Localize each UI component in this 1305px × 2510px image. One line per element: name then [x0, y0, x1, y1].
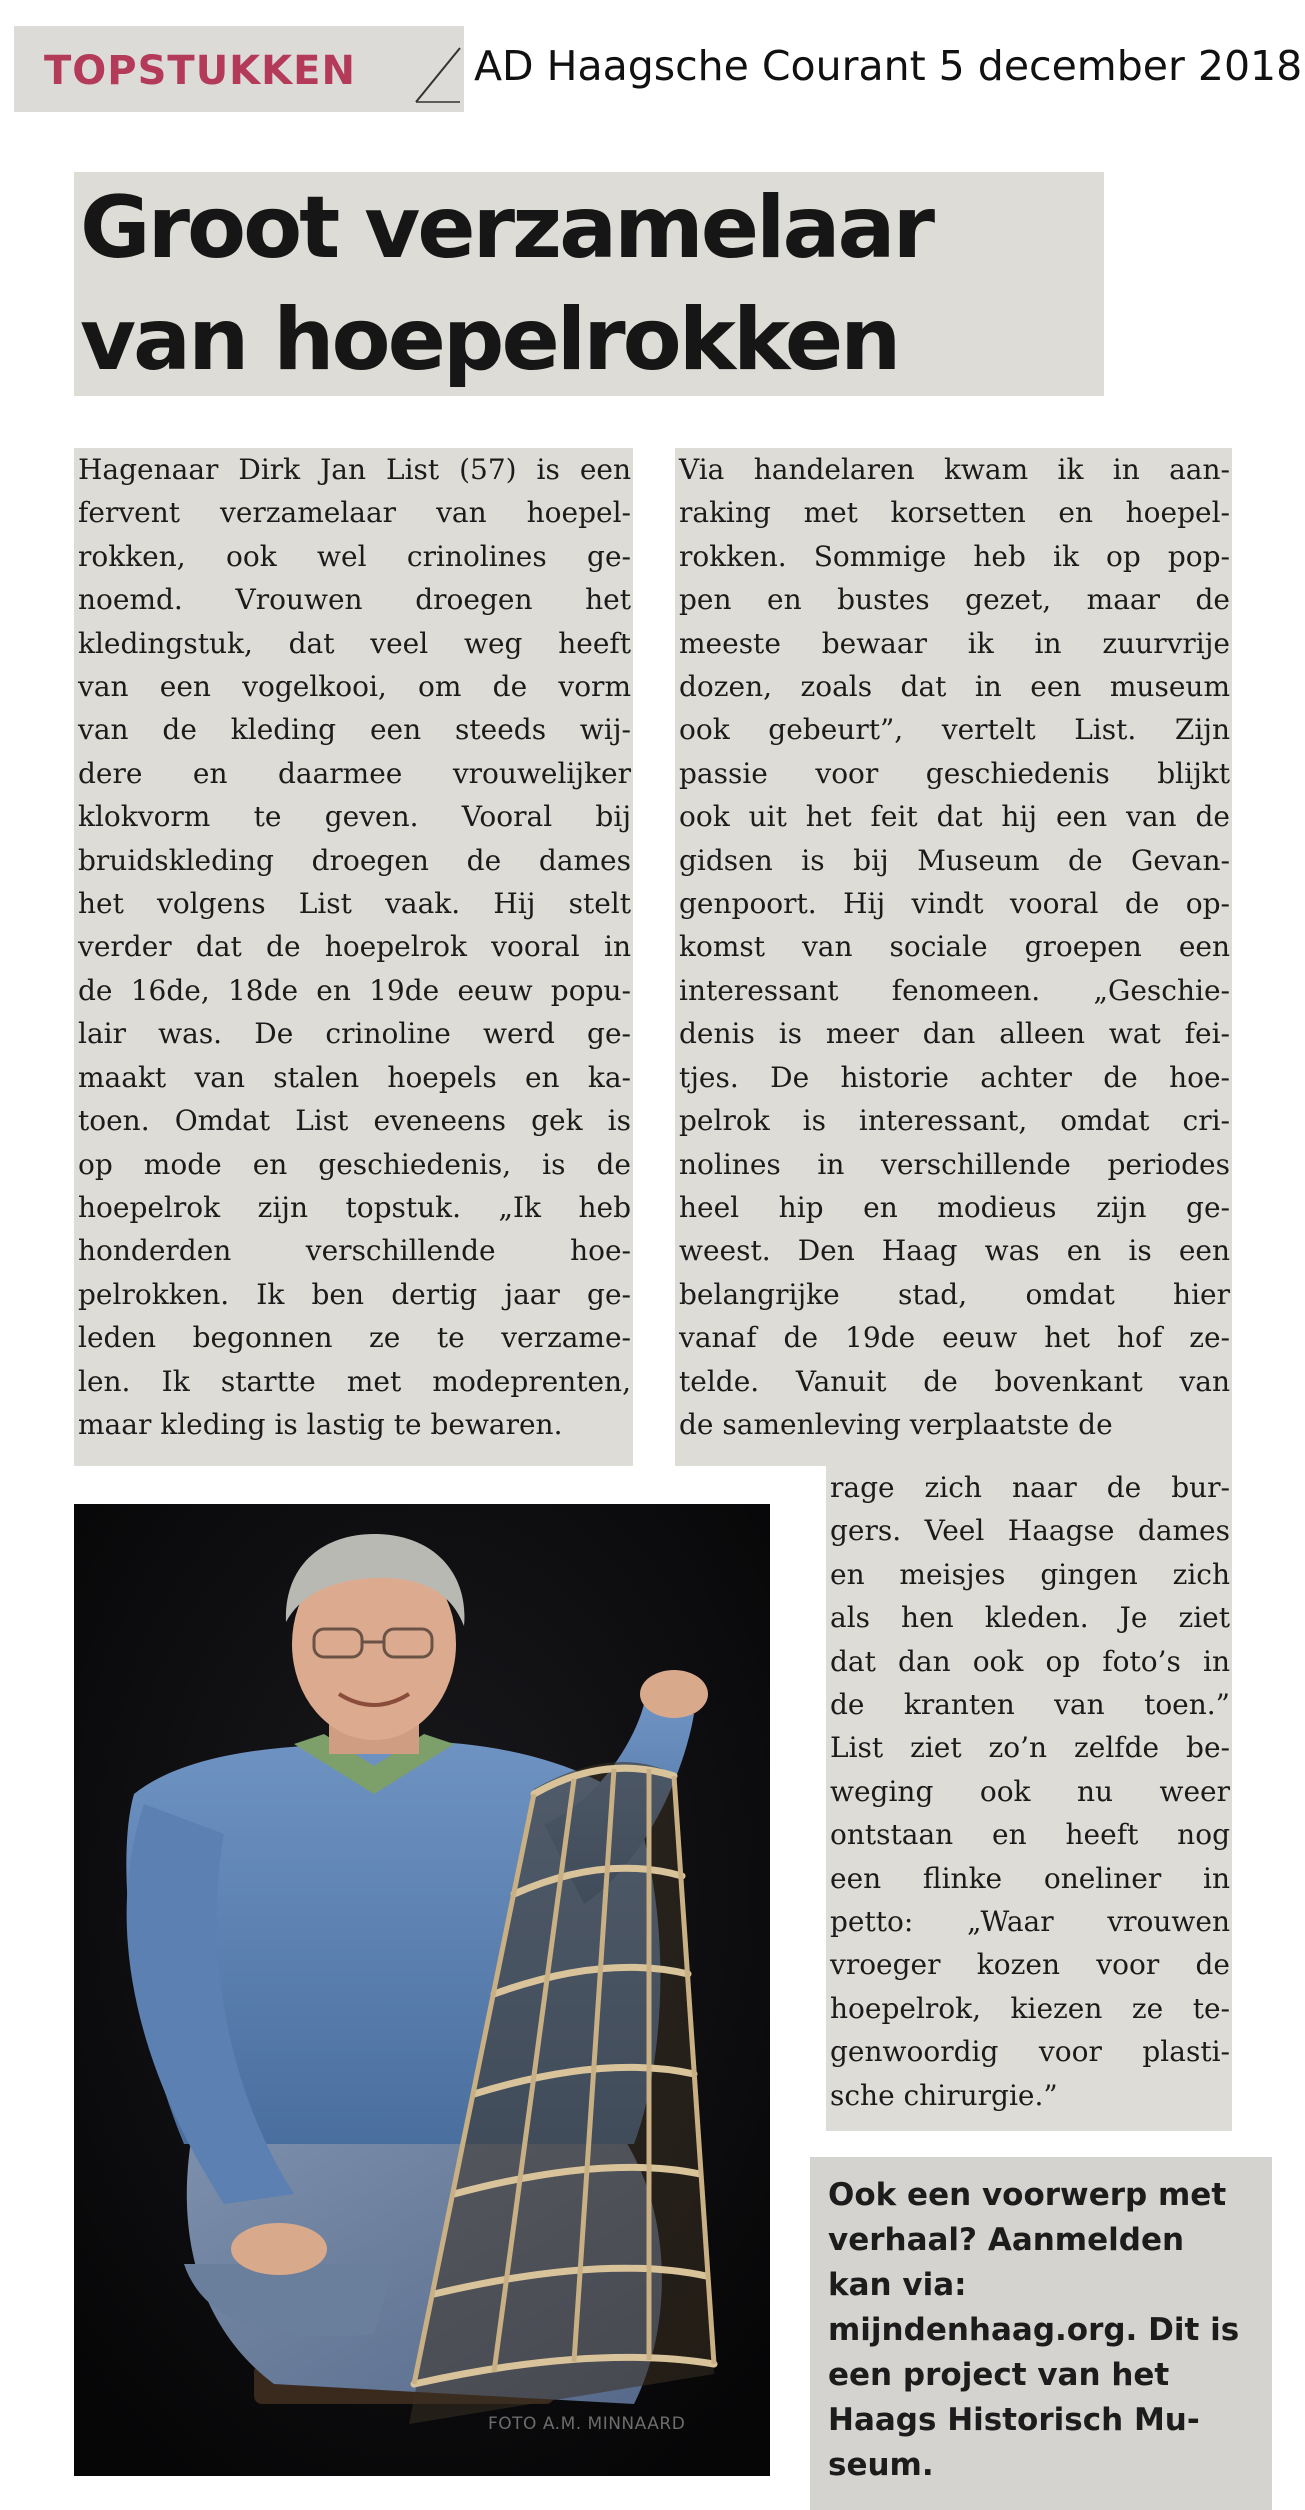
article-column-3-line: dat dan ook op foto’s in [830, 1644, 1230, 1678]
article-column-2-line: pen en bustes gezet, maar de [679, 583, 1230, 617]
article-column-2-line: meeste bewaar ik in zuurvrije [679, 626, 1230, 660]
callout-line: Ook een voorwerp met [828, 2177, 1227, 2213]
article-column-3-line: gers. Veel Haagse dames [830, 1514, 1230, 1548]
article-column-3 [826, 1466, 1232, 2131]
callout-line: verhaal? Aanmelden [828, 2222, 1185, 2258]
callout-line: kan via: [828, 2267, 967, 2303]
article-column-1-line: maakt van stalen hoepels en ka- [78, 1060, 631, 1094]
article-column-3-line: rage zich naar de bur- [830, 1471, 1230, 1504]
article-column-3-line: hoepelrok, kiezen ze te- [830, 1991, 1230, 2025]
article-column-3-line: als hen kleden. Je ziet [830, 1601, 1230, 1635]
article-column-3-line: een flinke oneliner in [830, 1861, 1230, 1895]
article-column-1-line: honderden verschillende hoe- [78, 1234, 631, 1268]
article-column-2-line: telde. Vanuit de bovenkant van [679, 1364, 1230, 1398]
article-column-1-line: op mode en geschiedenis, is de [78, 1147, 631, 1181]
article-column-1-line: rokken, ook wel crinolines ge- [78, 539, 631, 573]
article-column-1-line: Hagenaar Dirk Jan List (57) is een [78, 453, 631, 486]
article-column-3-line: en meisjes gingen zich [830, 1557, 1230, 1591]
article-column-3-line: petto: „Waar vrouwen [830, 1905, 1230, 1939]
article-column-1-line: pelrokken. Ik ben dertig jaar ge- [78, 1277, 631, 1311]
headline-line-1: Groot verzamelaar [80, 178, 932, 278]
article-column-1 [74, 448, 633, 1466]
article-column-2-line: gidsen is bij Museum de Gevan- [679, 843, 1230, 877]
article-column-2-line: Via handelaren kwam ik in aan- [679, 453, 1230, 486]
article-column-3-line: de kranten van toen.” [830, 1688, 1230, 1722]
article-column-2-line: pelrok is interessant, omdat cri- [679, 1104, 1230, 1138]
headline [74, 172, 1104, 396]
article-column-2-line: weest. Den Haag was en is een [679, 1234, 1230, 1268]
callout-line: mijndenhaag.org. Dit is [828, 2312, 1240, 2348]
article-column-2-line: rokken. Sommige heb ik op pop- [679, 539, 1230, 573]
article-column-2-line: nolines in verschillende periodes [679, 1147, 1230, 1181]
article-column-2-line: interessant fenomeen. „Geschie- [679, 973, 1230, 1007]
article-column-2-line: dozen, zoals dat in een museum [679, 670, 1230, 704]
article-column-1-line: verder dat de hoepelrok vooral in [78, 930, 631, 964]
article-column-3-line: List ziet zo’n zelfde be- [830, 1731, 1230, 1765]
article-column-1-line: lair was. De crinoline werd ge- [78, 1017, 631, 1051]
article-column-1-line: fervent verzamelaar van hoepel- [78, 496, 631, 530]
article-column-1-line: kledingstuk, dat veel weg heeft [78, 626, 631, 660]
article-column-2-line: ook uit het feit dat hij een van de [679, 800, 1230, 834]
article-column-1-line: len. Ik startte met modeprenten, [78, 1364, 631, 1398]
article-column-1-line: hoepelrok zijn topstuk. „Ik heb [78, 1190, 631, 1224]
article-column-2-line: tjes. De historie achter de hoe- [679, 1060, 1230, 1094]
photo-credit: FOTO A.M. MINNAARD [488, 2414, 686, 2434]
article-column-2-line: vanaf de 19de eeuw het hof ze- [679, 1321, 1230, 1355]
article-column-2-line: ook gebeurt”, vertelt List. Zijn [679, 713, 1230, 747]
article-column-3-line: sche chirurgie.” [830, 2078, 1058, 2112]
article-column-1-line: van een vogelkooi, om de vorm [78, 670, 631, 704]
section-tag: TOPSTUKKEN [44, 48, 356, 94]
headline-line-2: van hoepelrokken [80, 290, 899, 390]
article-column-2 [675, 448, 1232, 1466]
article-column-1-line: toen. Omdat List eveneens gek is [78, 1104, 631, 1138]
article-column-2-line: genpoort. Hij vindt vooral de op- [679, 887, 1230, 921]
article-column-1-line: de 16de, 18de en 19de eeuw popu- [78, 973, 631, 1007]
article-column-2-line: belangrijke stad, omdat hier [679, 1277, 1230, 1311]
portrait-photo [74, 1504, 770, 2476]
article-column-2-line: denis is meer dan alleen wat fei- [679, 1017, 1230, 1051]
slash-decoration [414, 44, 464, 104]
article-column-2-line: de samenleving verplaatste de [679, 1407, 1113, 1441]
article-column-2-line: komst van sociale groepen een [679, 930, 1230, 964]
article-column-3-line: weging ook nu weer [830, 1774, 1230, 1808]
article-column-1-line: klokvorm te geven. Vooral bij [78, 800, 631, 834]
article-column-3-line: genwoordig voor plasti- [830, 2035, 1230, 2069]
article-column-1-line: dere en daarmee vrouwelijker [78, 756, 631, 790]
article-column-3-line: vroeger kozen voor de [830, 1948, 1230, 1982]
section-tag-box [14, 26, 464, 112]
callout-line: een project van het [828, 2357, 1170, 2393]
photo-illustration [74, 1504, 770, 2476]
article-column-2-line: heel hip en modieus zijn ge- [679, 1190, 1230, 1224]
article-column-2-line: passie voor geschiedenis blijkt [679, 756, 1230, 790]
article-column-1-line: het volgens List vaak. Hij stelt [78, 887, 631, 921]
callout-box [810, 2157, 1272, 2510]
article-column-2-line: raking met korsetten en hoepel- [679, 496, 1230, 530]
article-column-1-line: bruidskleding droegen de dames [78, 843, 631, 877]
callout-line: Haags Historisch Mu- [828, 2402, 1200, 2438]
article-column-1-line: van de kleding een steeds wij- [78, 713, 631, 747]
article-column-1-line: noemd. Vrouwen droegen het [78, 583, 631, 617]
article-column-1-line: maar kleding is lastig te bewaren. [78, 1407, 563, 1441]
article-column-3-line: ontstaan en heeft nog [830, 1818, 1230, 1852]
publication-source: AD Haagsche Courant 5 december 2018 [474, 42, 1303, 90]
callout-line: seum. [828, 2447, 934, 2483]
article-column-1-line: leden begonnen ze te verzame- [78, 1321, 631, 1355]
